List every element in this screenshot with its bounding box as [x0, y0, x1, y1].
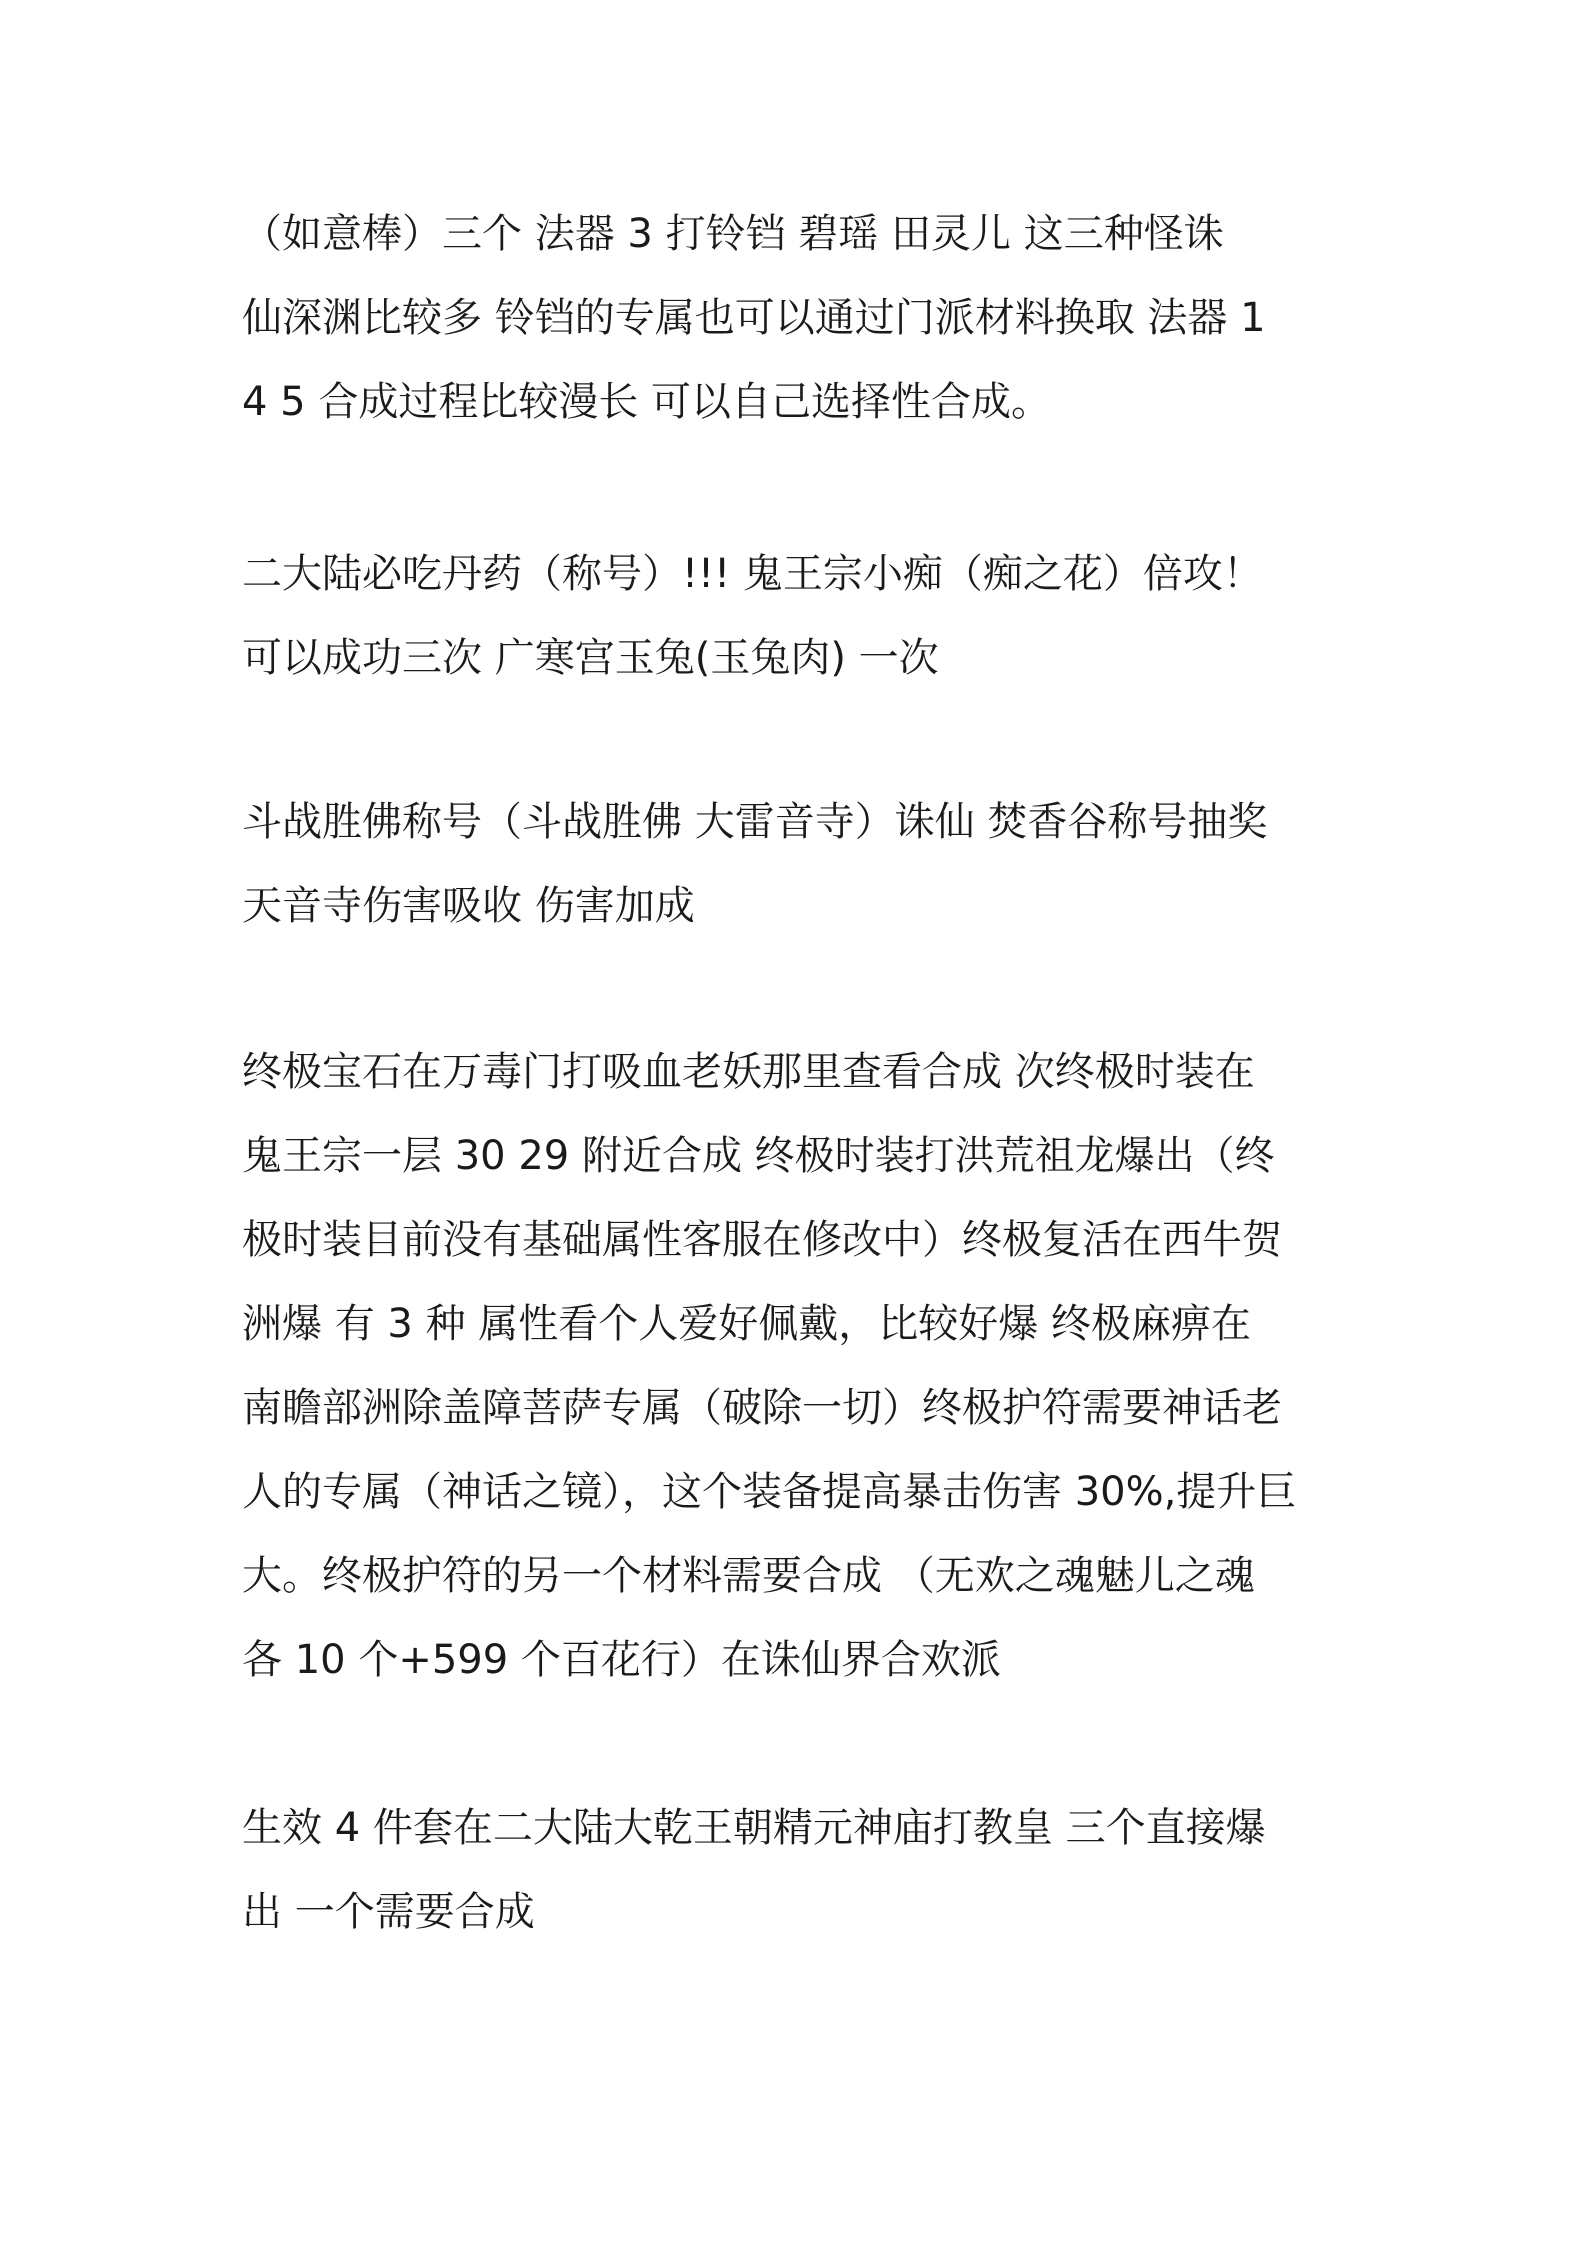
text-line: 天音寺伤害吸收 伤害加成 [242, 883, 695, 929]
text-line: 各 10 个+599 个百花行）在诛仙界合欢派 [242, 1637, 1001, 1683]
text-line: 鬼王宗一层 30 29 附近合成 终极时装打洪荒祖龙爆出（终 [242, 1133, 1275, 1179]
text-line: 人的专属（神话之镜），这个装备提高暴击伤害 30%,提升巨 [242, 1469, 1297, 1515]
text-line: 可以成功三次 广寒宫玉兔(玉兔肉) 一次 [242, 635, 939, 681]
paragraph-zhongji [242, 1030, 1362, 1702]
text-line: 仙深渊比较多 铃铛的专属也可以通过门派材料换取 法器 1 [242, 295, 1266, 341]
text-line: （如意棒）三个 法器 3 打铃铛 碧瑶 田灵儿 这三种怪诛 [242, 211, 1224, 257]
paragraph-faqi [242, 192, 1362, 444]
text-line: 极时装目前没有基础属性客服在修改中）终极复活在西牛贺 [242, 1217, 1282, 1263]
paragraph-danyao [242, 532, 1362, 700]
text-line: 二大陆必吃丹药（称号）!!! 鬼王宗小痴（痴之花）倍攻！ [242, 551, 1263, 597]
text-line: 南瞻部洲除盖障菩萨专属（破除一切）终极护符需要神话老 [242, 1385, 1282, 1431]
text-line: 4 5 合成过程比较漫长 可以自己选择性合成。 [242, 379, 1052, 425]
text-line: 大。终极护符的另一个材料需要合成 （无欢之魂魅儿之魂 [242, 1553, 1255, 1599]
text-line: 洲爆 有 3 种 属性看个人爱好佩戴，比较好爆 终极麻痹在 [242, 1301, 1252, 1347]
paragraph-taozhuang [242, 1786, 1362, 1954]
paragraph-chenghao [242, 780, 1362, 948]
text-line: 斗战胜佛称号（斗战胜佛 大雷音寺）诛仙 焚香谷称号抽奖 [242, 799, 1268, 845]
text-line: 终极宝石在万毒门打吸血老妖那里查看合成 次终极时装在 [242, 1049, 1255, 1095]
text-line: 生效 4 件套在二大陆大乾王朝精元神庙打教皇 三个直接爆 [242, 1805, 1266, 1851]
text-line: 出 一个需要合成 [242, 1889, 535, 1935]
